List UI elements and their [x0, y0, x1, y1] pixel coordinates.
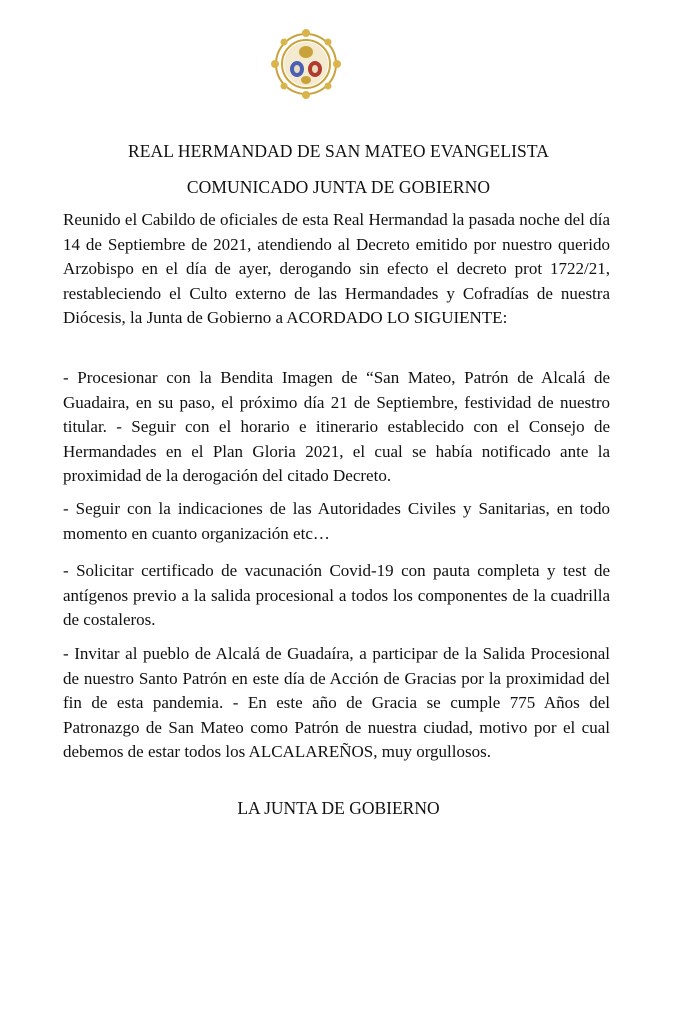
brotherhood-coat-of-arms-icon [270, 28, 342, 100]
body-paragraph: Reunido el Cabildo de oficiales de esta Real Hermandad la pasada noche del día 14 de Septiembre de 2021, atendiendo al Decreto emitido por nuestro querido Arzobispo en el día de ayer, derogando sin efecto el decreto prot 1722/21, restableciendo el Culto externo de las Hermandades y Cofradías de nuestra Diócesis, la Junta de Gobierno a ACORDADO LO SIGUIENTE: [63, 210, 610, 327]
body-paragraph: - Procesionar con la Bendita Imagen de “San Mateo, Patrón de Alcalá de Guadaira, en su paso, el próximo día 21 de Septiembre, festividad de nuestro titular. - Seguir con el horario e itinerario establecido con el Consejo de Hermandades en el Plan Gloria 2021, el cual se había notificado ante la proximidad de la derogación del citado Decreto. [63, 368, 610, 485]
document-signature: LA JUNTA DE GOBIERNO [237, 798, 440, 818]
body-paragraph: - Invitar al pueblo de Alcalá de Guadaíra, a participar de la Salida Procesional de nuestro Santo Patrón en este día de Acción de Gracias por la proximidad del fin de esta pandemia. - En este año de Gracia se cumple 775 Años del Patronazgo de San Mateo como Patrón de nuestra ciudad, motivo por el cual debemos de estar todos los ALCALAREÑOS, muy orgullosos. [63, 644, 610, 761]
document-heading: REAL HERMANDAD DE SAN MATEO EVANGELISTA [127, 141, 550, 161]
body-paragraph: - Seguir con la indicaciones de las Autoridades Civiles y Sanitarias, en todo momento en cuanto organización etc… [63, 499, 610, 543]
body-paragraph: - Solicitar certificado de vacunación Covid-19 con pauta completa y test de antígenos previo a la salida procesional a todos los componentes de la cuadrilla de costaleros. [63, 561, 610, 629]
document-subheading: COMUNICADO JUNTA DE GOBIERNO [186, 177, 491, 197]
